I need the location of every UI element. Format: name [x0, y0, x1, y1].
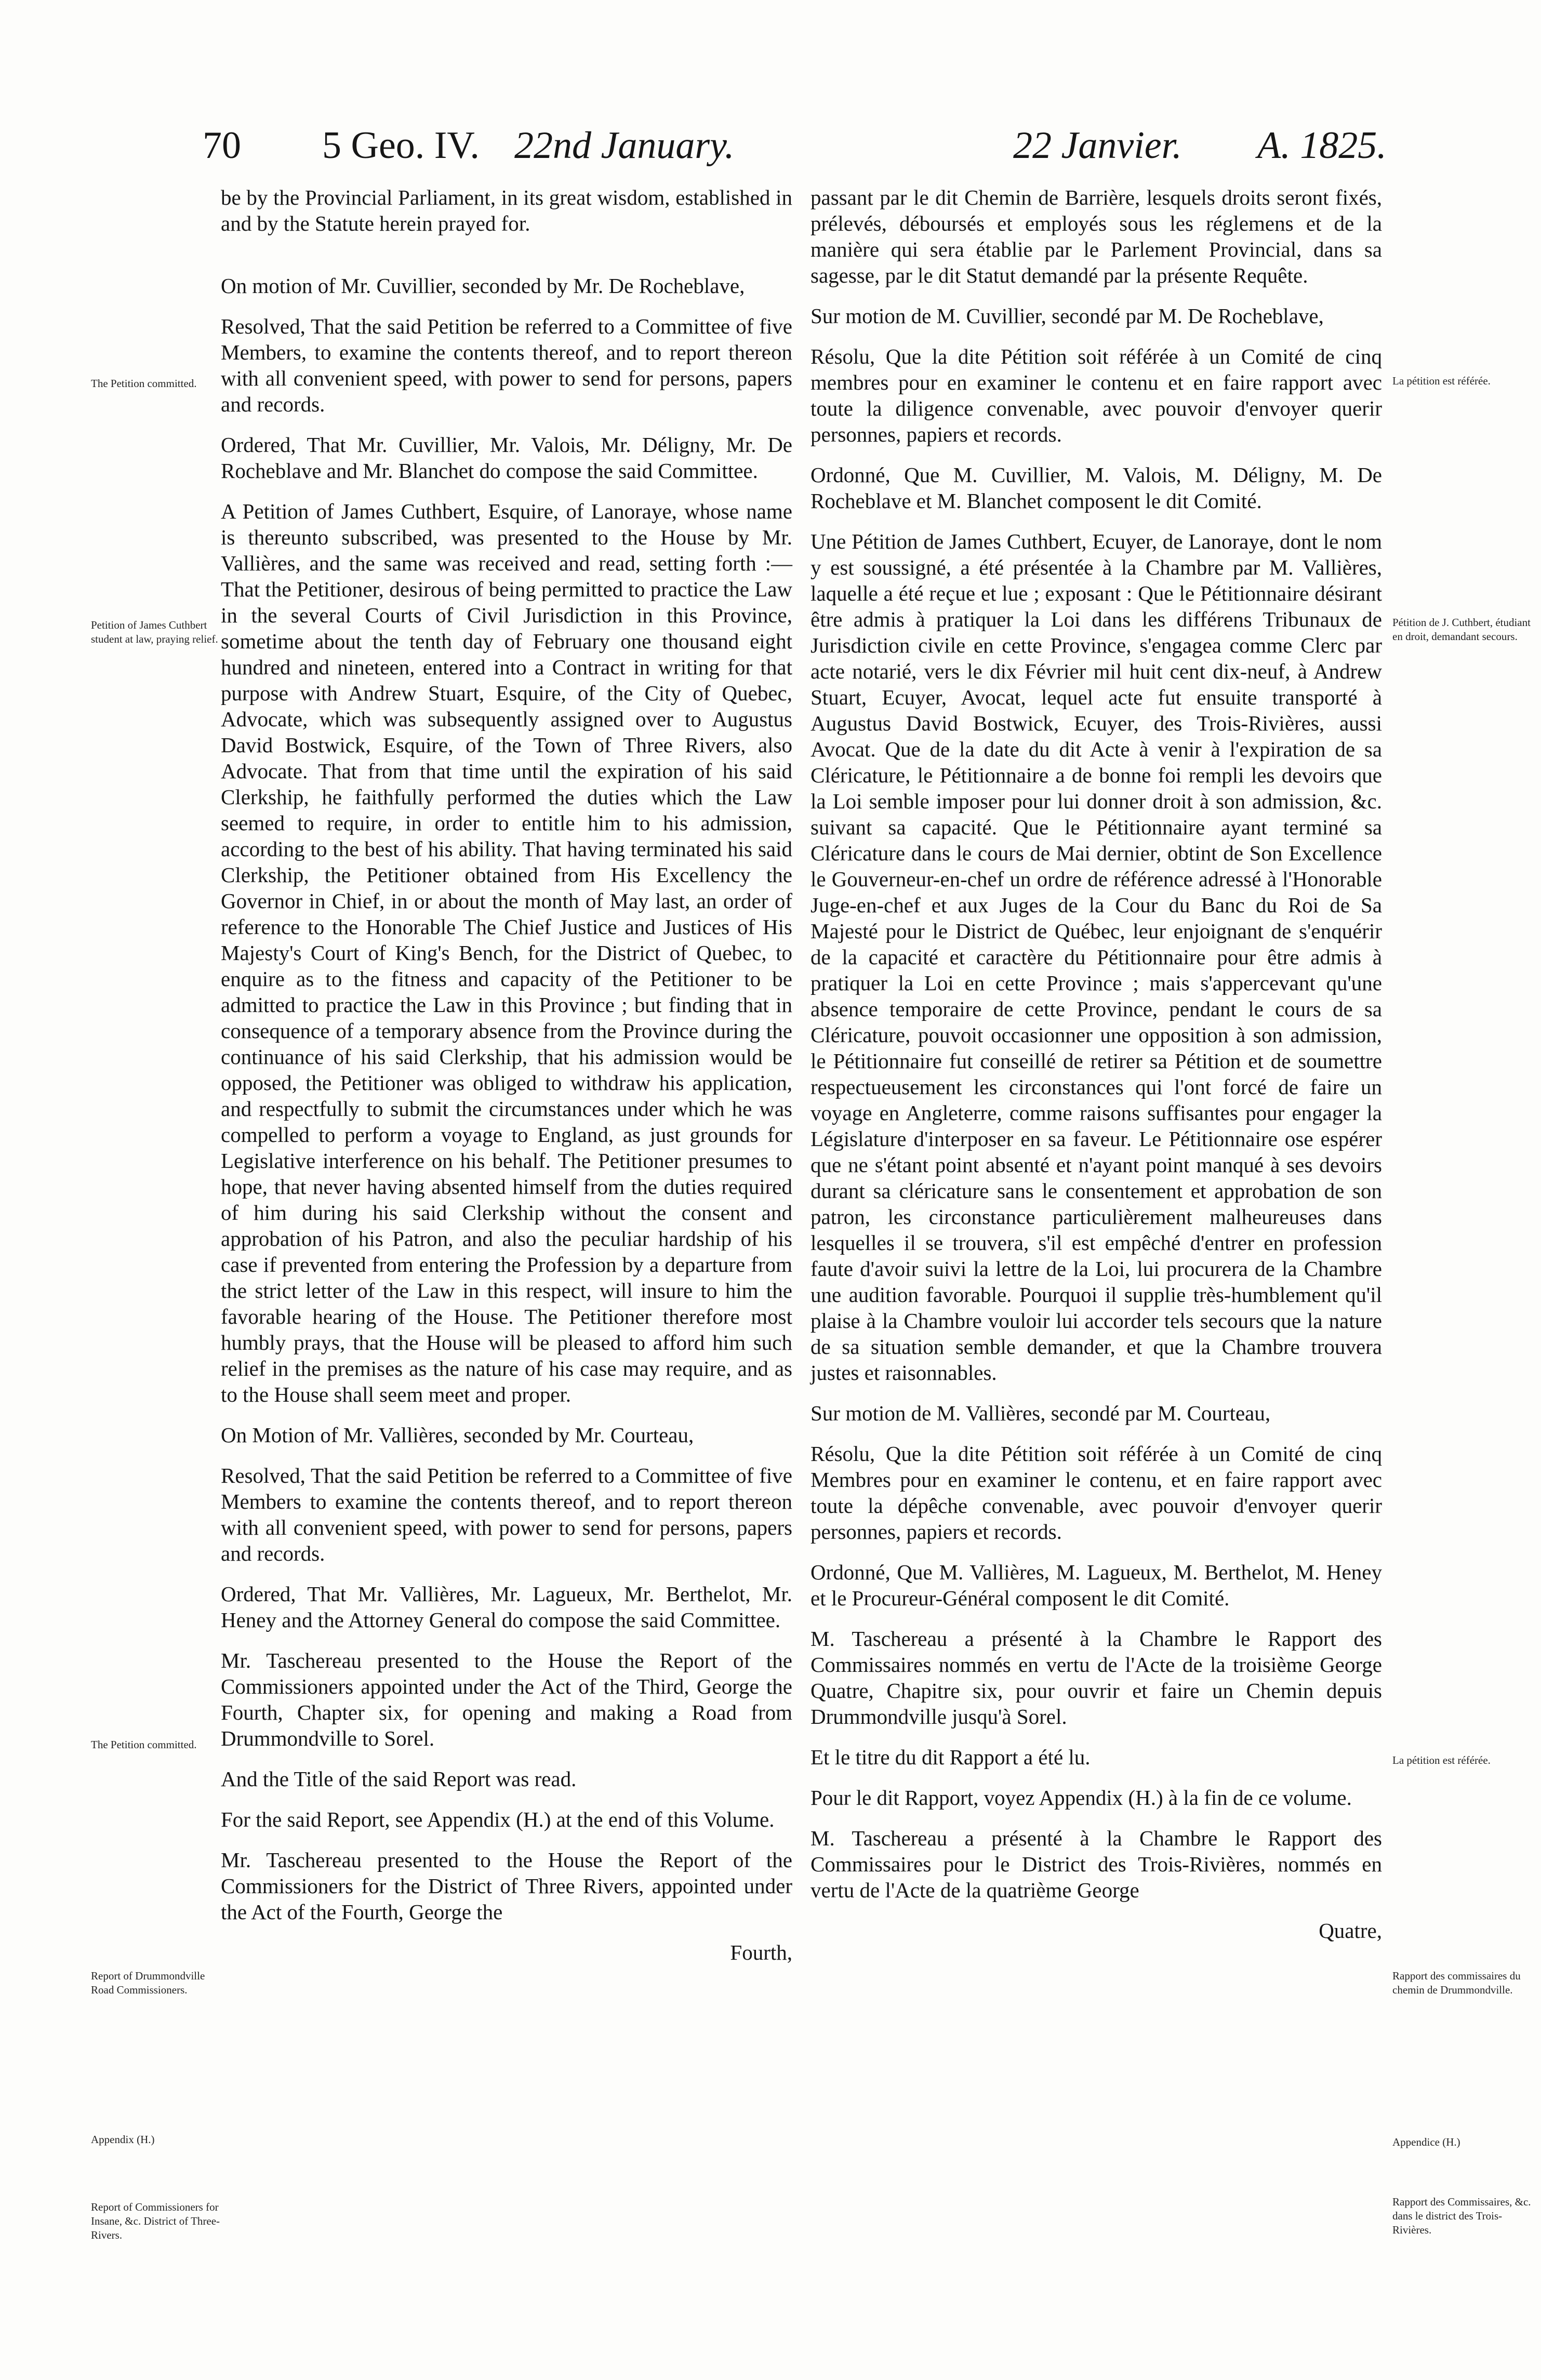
fr-paragraph: Sur motion de M. Cuvillier, secondé par M. De Rocheblave, [811, 304, 1324, 328]
en-paragraph: Ordered, That Mr. Cuvillier, Mr. Valois, Mr. Déligny, Mr. De Rocheblave and Mr. Blanchet do compose the said Committee. [221, 433, 792, 483]
en-paragraph: A Petition of James Cuthbert, Esquire, of Lanoraye, whose name is thereunto subscribed, was presented to the House by Mr. Vallières, and the same was received and read, setting forth :—That the Petitioner, desirous of being permitted to practice the Law in the several Courts of Civil Jurisdiction in this Province, sometime about the tenth day of February one thousand eight hundred and nineteen, entered into a Contract in writing for that purpose with Andrew Stuart, Esquire, of the City of Quebec, Advocate, which was subsequently assigned over to Augustus David Bostwick, Esquire, of the Town of Three Rivers, also Advocate. That from that time until the expiration of his said Clerkship, he faithfully performed the duties which the Law seemed to require, in order to entitle him to his admission, according to the best of his ability. That having terminated his said Clerkship, the Petitioner obtained from His Excellency the Governor in Chief, in or about the month of May last, an order of reference to the Honorable The Chief Justice and Justices of His Majesty's Court of King's Bench, for the District of Quebec, to enquire as to the fitness and capacity of the Petitioner to be admitted to practice the Law in this Province ; but finding that in consequence of a temporary absence from the Province during the continuance of his said Clerkship, that his admission would be opposed, the Petitioner was obliged to withdraw his application, and respectfully to submit the circumstances under which he was compelled to perform a voyage to England, as just grounds for Legislative interference on his behalf. The Petitioner presumes to hope, that never having absented himself from the duties required of him during his said Clerkship without the consent and approbation of his Patron, and also the peculiar hardship of his case if prevented from entering the Profession by a departure from the strict letter of the Law in this respect, will insure to him the favorable hearing of the House. The Petitioner therefore most humbly prays, that the House will be pleased to afford him such relief in the premises as the nature of his case may require, and as to the House shall seem meet and proper. [221, 499, 792, 1406]
margin-note-left: The Petition committed. [91, 1738, 197, 1751]
margin-note-left: Appendix (H.) [91, 2133, 155, 2146]
date-french: 22 Janvier. [1013, 124, 1182, 167]
year: A. 1825. [1257, 124, 1387, 167]
en-paragraph: Resolved, That the said Petition be referred to a Committee of five Members, to examine the contents thereof, and to report thereon with all convenient speed, with power to send for persons, papers and records. [221, 314, 792, 416]
fr-catchword: Quatre, [1319, 1919, 1382, 1943]
margin-note-left: Report of Drummondville Road Commissioners. [91, 1970, 205, 1996]
date-english: 22nd January. [514, 124, 735, 167]
french-column [811, 184, 1382, 1958]
fr-paragraph: Sur motion de M. Vallières, secondé par M. Courteau, [811, 1401, 1271, 1425]
fr-paragraph: Ordonné, Que M. Cuvillier, M. Valois, M. Déligny, M. De Rocheblave et M. Blanchet composent le dit Comité. [811, 463, 1382, 513]
fr-paragraph: Pour le dit Rapport, voyez Appendix (H.) à la fin de ce volume. [811, 1786, 1352, 1810]
fr-paragraph: Et le titre du dit Rapport a été lu. [811, 1745, 1091, 1769]
page-header [203, 125, 1460, 166]
en-paragraph: Mr. Taschereau presented to the House the Report of the Commissioners for the District of Three Rivers, appointed under the Act of the Fourth, George the [221, 1848, 792, 1924]
fr-paragraph: M. Taschereau a présenté à la Chambre le Rapport des Commissaires pour le District des Trois-Rivières, nommés en vertu de l'Acte de la quatrième George [811, 1826, 1382, 1902]
margin-note-left: The Petition committed. [91, 377, 197, 390]
fr-paragraph: Une Pétition de James Cuthbert, Ecuyer, de Lanoraye, dont le nom y est soussigné, a été présentée à la Chambre par M. Vallières, laquelle a été reçue et lue ; exposant : Que le Pétitionnaire désirant être admis à pratiquer la Loi dans les différens Tribunaux de Jurisdiction civile en cette Province, s'engagea comme Clerc par acte notarié, vers le dix Février mil huit cent dix-neuf, à Andrew Stuart, Ecuyer, Avocat, lequel acte fut ensuite transporté à Augustus David Bostwick, Ecuyer, des Trois-Rivières, aussi Avocat. Que de la date du dit Acte à venir à l'expiration de sa Cléricature, le Pétitionnaire a de bonne foi rempli les devoirs que la Loi semble imposer pour lui donner droit à son admission, &c. suivant sa capacité. Que le Pétitionnaire ayant terminé sa Cléricature dans le cours de Mai dernier, obtint de Son Excellence le Gouverneur-en-chef un ordre de référence adressé à l'Honorable Juge-en-chef et aux Juges de la Cour du Banc du Roi de Sa Majesté pour le District de Québec, leur enjoignant de s'enquérir de la capacité et caractère du Pétitionnaire pour être admis à pratiquer la Loi en cette Province ; mais s'appercevant qu'une absence temporaire de cette Province, pendant le cours de sa Cléricature, pouvoit occasionner une opposition à son admission, le Pétitionnaire fut conseillé de retirer sa Pétition et de soumettre respectueusement les circonstances qui l'ont forcé de faire un voyage en Angleterre, comme raisons suffisantes pour engager la Législature d'interposer en sa faveur. Le Pétitionnaire ose espérer que ne s'étant point absenté et n'ayant point manqué à ses devoirs durant sa cléricature sans le consentement et approbation de son patron, les circonstance particulièrement malheureuses dans lesquelles il se trouvera, s'il est empêché d'entrer en profession faute d'avoir suivi la lettre de la Loi, lui procurera de la Chambre une audition favorable. Pourquoi il supplie très-humblement qu'il plaise à la Chambre vouloir lui accorder tels secours que la nature de sa situation semble demander, et que la Chambre trouvera justes et raisonnables. [811, 529, 1382, 1385]
regnal-year: 5 Geo. IV. [322, 124, 480, 167]
margin-note-left: Petition of James Cuthbert student at law, praying relief. [91, 619, 218, 645]
fr-paragraph: Résolu, Que la dite Pétition soit référée à un Comité de cinq membres pour en examiner le contenu et en faire rapport avec toute la diligence convenable, avec pouvoir d'envoyer querir personnes, papiers et records. [811, 344, 1382, 446]
english-column [221, 184, 792, 1980]
margin-note-right: La pétition est référée. [1392, 375, 1491, 387]
fr-paragraph: M. Taschereau a présenté à la Chambre le Rapport des Commissaires nommés en vertu de l'Acte de la troisième George Quatre, Chapitre six, pour ouvrir et faire un Chemin depuis Drummondville jusqu'à Sorel. [811, 1627, 1382, 1729]
en-paragraph: And the Title of the said Report was read. [221, 1767, 577, 1791]
fr-paragraph: Ordonné, Que M. Vallières, M. Lagueux, M. Berthelot, M. Heney et le Procureur-Général composent le dit Comité. [811, 1560, 1382, 1610]
page-number: 70 [203, 124, 241, 167]
margin-note-right: La pétition est référée. [1392, 1754, 1491, 1766]
fr-paragraph: Résolu, Que la dite Pétition soit référée à un Comité de cinq Membres pour en examiner le contenu, et en faire rapport avec toute la dépêche convenable, avec pouvoir d'envoyer querir personnes, papiers et records. [811, 1442, 1382, 1544]
margin-note-right: Rapport des commissaires du chemin de Drummondville. [1392, 1970, 1521, 1996]
en-paragraph: Resolved, That the said Petition be referred to a Committee of five Members to examine the contents thereof, and to report thereon with all convenient speed, with power to send for persons, papers and records. [221, 1464, 792, 1565]
margin-note-right: Appendice (H.) [1392, 2136, 1460, 2148]
en-paragraph: On motion of Mr. Cuvillier, seconded by Mr. De Rocheblave, [221, 274, 745, 298]
margin-note-right: Pétition de J. Cuthbert, étudiant en droit, demandant secours. [1392, 616, 1531, 643]
margin-note-right: Rapport des Commissaires, &c. dans le district des Trois-Rivières. [1392, 2196, 1531, 2236]
en-paragraph: Ordered, That Mr. Vallières, Mr. Lagueux, Mr. Berthelot, Mr. Heney and the Attorney General do compose the said Committee. [221, 1582, 792, 1632]
fr-paragraph: passant par le dit Chemin de Barrière, lesquels droits seront fixés, prélevés, déboursés et employés sous les réglemens et de la manière qui sera établie par le Parlement Provincial, dans sa sagesse, par le dit Statut demandé par la présente Requête. [811, 185, 1382, 287]
margin-note-left: Report of Commissioners for Insane, &c. District of Three-Rivers. [91, 2201, 220, 2241]
en-paragraph: be by the Provincial Parliament, in its great wisdom, established in and by the Statute herein prayed for. [221, 185, 792, 235]
en-paragraph: Mr. Taschereau presented to the House the Report of the Commissioners appointed under the Act of the Third, George the Fourth, Chapter six, for opening and making a Road from Drummondville to Sorel. [221, 1648, 792, 1750]
en-catchword: Fourth, [730, 1940, 792, 1964]
en-paragraph: For the said Report, see Appendix (H.) at the end of this Volume. [221, 1807, 775, 1831]
en-paragraph: On Motion of Mr. Vallières, seconded by Mr. Courteau, [221, 1423, 694, 1447]
